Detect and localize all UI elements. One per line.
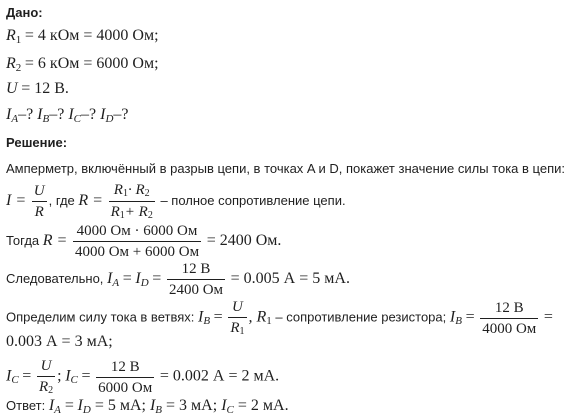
ic-semicolon: ; (57, 367, 62, 385)
current-eq2: = (152, 269, 162, 287)
r1-symbol: R (6, 27, 16, 44)
current-fraction (167, 260, 225, 299)
parallel-description: – полное сопротивление цепи. (160, 192, 346, 208)
ohm-law-line (6, 181, 346, 222)
branch-result: 0.003 А = 3 мА; (6, 333, 113, 350)
answer-ia-index: A (54, 404, 61, 416)
ic-result: = 0.002 А = 2 мА. (159, 367, 280, 385)
ic-den-r: R (38, 379, 49, 395)
r1-index: 1 (15, 34, 22, 46)
parallel-den-r1: R (110, 204, 120, 220)
branch-den2: 4000 Ом (482, 320, 537, 337)
parallel-num-r1: R (113, 182, 123, 198)
answer-ic-index: C (226, 404, 234, 416)
branch-num: U (231, 299, 243, 315)
ic-index: C (11, 374, 19, 387)
answer-prefix: Ответ: (6, 398, 49, 413)
branch-fraction-symbolic (228, 298, 246, 338)
branch-eq: = (213, 308, 223, 326)
ohm-lhs: I = (6, 191, 27, 209)
current-id: I (135, 269, 141, 287)
current-ia: I (107, 269, 113, 287)
current-ia-index: A (112, 276, 120, 289)
ohm-where: , где (48, 192, 79, 208)
total-numerator: 4000 Ом · 6000 Ом (76, 223, 198, 239)
ohm-fraction (32, 182, 47, 221)
current-id-index: D (140, 276, 149, 289)
answer-id-index: D (82, 404, 91, 416)
circuit-current-line (6, 260, 350, 299)
branch-result-line (6, 333, 113, 351)
ia-question: –? (18, 106, 38, 123)
branch-prefix: Определим силу тока в ветвях: (6, 309, 198, 325)
ic-symbol2: I (65, 367, 71, 385)
ia-index: A (11, 113, 19, 125)
given-u-line (6, 80, 69, 98)
current-numerator: 12 В (181, 261, 211, 277)
branch-ib2: I (449, 308, 456, 326)
ic-fraction-symbolic (37, 357, 55, 397)
answer-ib: I (149, 397, 156, 414)
ic-index2: C (70, 374, 78, 387)
solution-heading: Решение: (6, 135, 68, 150)
r2-value: = 6 кОм = 6000 Ом; (24, 55, 159, 72)
ib-question: –? (49, 106, 69, 123)
answer-ia: I (48, 397, 55, 414)
ohm-numerator: U (33, 183, 45, 199)
given-heading: Дано: (6, 5, 43, 20)
branch-ib-index: B (203, 315, 211, 328)
branch-eq3: = (543, 308, 553, 326)
r-total-lhs: R = (78, 191, 103, 209)
branch-num2: 12 В (494, 299, 524, 316)
current-result: = 0.005 А = 5 мА. (230, 269, 350, 287)
ic-symbol: I (6, 367, 12, 385)
answer-id: I (77, 397, 83, 414)
ic-question: –? (81, 106, 101, 123)
u-value: = 12 В. (21, 80, 69, 97)
ic-num: U (40, 358, 52, 374)
answer-ic: I (221, 397, 227, 414)
answer-ib-index: B (155, 404, 163, 416)
answer-v3: = 2 мА. (233, 397, 289, 414)
answer-v1: = 5 мА; (90, 397, 150, 414)
r2-symbol: R (6, 55, 16, 72)
total-resistance-line (6, 222, 281, 261)
ic-eq2: = (81, 367, 91, 385)
ohm-denominator: R (34, 204, 44, 220)
solution-intro: Амперметр, включённый в разрыв цепи, в точках A и D, покажет значение силы тока в цепи: (6, 161, 565, 176)
ic-fraction-numeric (96, 358, 154, 397)
current-denominator: 2400 Ом (168, 282, 224, 298)
total-result: = 2400 Ом. (206, 231, 282, 249)
id-symbol: I (100, 106, 106, 123)
ib-symbol: I (37, 106, 43, 123)
ic-num2: 12 В (110, 358, 140, 375)
id-index: D (105, 113, 114, 125)
parallel-num-r1-index: 1 (122, 188, 128, 199)
parallel-den-r2-index: 2 (147, 210, 153, 221)
branch-mid-text: – сопротивление резистора; (271, 309, 450, 325)
parallel-num-op: · R (127, 182, 145, 198)
branch-ib: I (197, 308, 204, 326)
current-eq1: = (122, 269, 132, 287)
ib-index: B (42, 113, 50, 125)
branch-current-line (6, 298, 553, 338)
id-question: –? (113, 106, 129, 123)
branch-eq2: = (465, 308, 475, 326)
ia-symbol: I (6, 106, 12, 123)
total-denominator: 4000 Ом + 6000 Ом (74, 244, 200, 260)
answer-v2: = 3 мА; (162, 397, 222, 414)
ic-symbol: I (68, 106, 74, 123)
parallel-num-r2-index: 2 (144, 188, 150, 199)
u-symbol: U (6, 80, 18, 97)
ic-line (6, 357, 279, 397)
parallel-fraction (109, 181, 155, 222)
ic-index: C (73, 113, 82, 125)
branch-mid-r: , R (248, 308, 267, 326)
ic-den-index: 2 (48, 385, 54, 396)
total-prefix: Тогда (6, 232, 43, 248)
r2-index: 2 (15, 62, 22, 74)
branch-den-r: R (230, 320, 240, 336)
branch-den-index: 1 (239, 326, 245, 337)
branch-fraction-numeric (480, 299, 538, 338)
given-find-line (6, 106, 129, 124)
r1-value: = 4 кОм = 4000 Ом; (24, 27, 159, 44)
given-r1-line (6, 27, 159, 45)
branch-mid-index: 1 (266, 315, 272, 328)
parallel-den-r1-index: 1 (119, 210, 125, 221)
given-r2-line (6, 55, 159, 73)
current-prefix: Следовательно, (6, 270, 108, 286)
answer-eq1: = (60, 397, 74, 414)
ic-eq: = (22, 367, 32, 385)
total-fraction (73, 222, 201, 261)
total-r-lhs: R = (42, 231, 68, 249)
ic-den2: 6000 Ом (98, 379, 153, 396)
parallel-den-op: + R (124, 204, 148, 220)
answer-line (6, 397, 289, 415)
branch-ib2-index: B (455, 315, 462, 328)
